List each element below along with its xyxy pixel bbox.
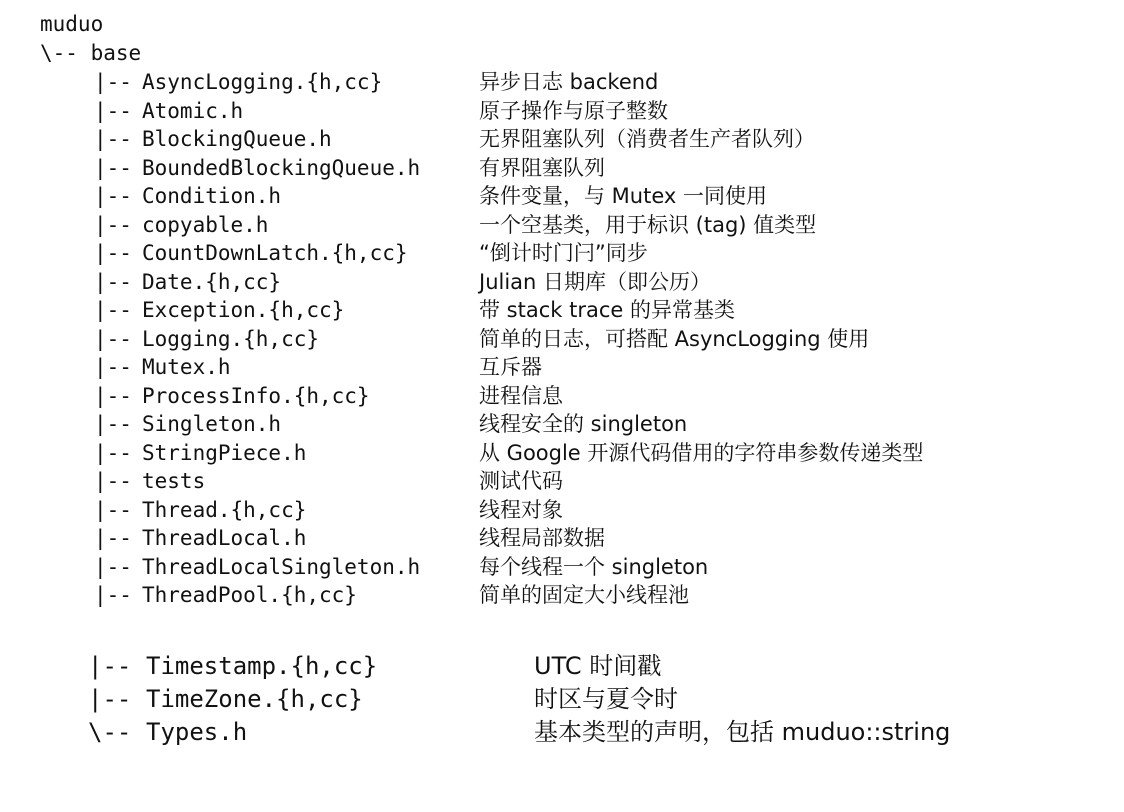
tree-branch-prefix: |--: [88, 652, 132, 680]
file-name: CountDownLatch.{h,cc}: [142, 241, 408, 265]
file-name: Date.{h,cc}: [142, 269, 282, 294]
file-description: “倒计时门闩”同步: [479, 241, 648, 265]
tree-branch-prefix: |--: [94, 355, 132, 379]
file-description: 进程信息: [479, 383, 563, 408]
tree-branch-prefix: |--: [94, 383, 132, 408]
tree-branch-prefix: |--: [94, 241, 132, 265]
tree-branch-prefix: |--: [94, 155, 132, 180]
file-name: ThreadLocalSingleton.h: [142, 554, 421, 579]
file-name: StringPiece.h: [142, 440, 307, 465]
tree-branch-prefix: |--: [88, 685, 132, 713]
tree-root-label: muduo: [40, 12, 104, 36]
tree-branch-prefix: |--: [94, 212, 132, 237]
file-name: Types.h: [146, 718, 248, 746]
file-description: UTC 时间戳: [534, 652, 662, 680]
tree-branch-prefix: |--: [94, 70, 132, 94]
tree-branch-prefix: |--: [94, 554, 132, 579]
file-name: ThreadLocal.h: [142, 526, 307, 550]
file-description: 互斥器: [479, 355, 542, 379]
file-name: Logging.{h,cc}: [142, 326, 320, 351]
file-description: 原子操作与原子整数: [479, 98, 668, 123]
file-name: Condition.h: [142, 184, 282, 208]
file-description: 基本类型的声明，包括 muduo::string: [534, 718, 951, 746]
file-name: tests: [142, 469, 206, 493]
file-name: ProcessInfo.{h,cc}: [142, 383, 370, 408]
tree-branch-prefix: |--: [94, 440, 132, 465]
file-name: BlockingQueue.h: [142, 127, 332, 151]
file-description: 测试代码: [479, 469, 563, 493]
file-description: 线程局部数据: [479, 526, 605, 550]
file-name: Singleton.h: [142, 412, 282, 436]
tree-branch-prefix: |--: [94, 497, 132, 522]
file-description: 从 Google 开源代码借用的字符串参数传递类型: [479, 440, 924, 465]
file-description: 异步日志 backend: [479, 70, 659, 94]
tree-branch-prefix: |--: [94, 583, 132, 607]
tree-branch-prefix: |--: [94, 269, 132, 294]
file-name: Timestamp.{h,cc}: [146, 652, 378, 680]
file-name: copyable.h: [142, 212, 269, 237]
tree-branch-prefix: |--: [94, 184, 132, 208]
file-description: 有界阻塞队列: [479, 155, 605, 180]
file-name: BoundedBlockingQueue.h: [142, 155, 421, 180]
tree-branch-prefix: |--: [94, 98, 132, 123]
file-description: 线程安全的 singleton: [479, 412, 688, 436]
file-description: 时区与夏令时: [534, 685, 678, 713]
tree-branch-prefix: |--: [94, 298, 132, 322]
file-name: Mutex.h: [142, 355, 231, 379]
file-description: 简单的固定大小线程池: [479, 583, 689, 607]
tree-branch-prefix: \--: [88, 718, 132, 746]
file-name: Exception.{h,cc}: [142, 298, 345, 322]
file-description: Julian 日期库（即公历）: [479, 269, 712, 294]
tree-branch-prefix: |--: [94, 469, 132, 493]
tree-base-branch: \-- base: [40, 41, 142, 65]
file-description: 一个空基类，用于标识 (tag) 值类型: [479, 212, 817, 237]
tree-branch-prefix: |--: [94, 412, 132, 436]
file-description: 简单的日志，可搭配 AsyncLogging 使用: [479, 326, 870, 351]
file-description: 每个线程一个 singleton: [479, 554, 709, 579]
file-description: 线程对象: [479, 497, 563, 522]
tree-branch-prefix: |--: [94, 127, 132, 151]
tree-branch-prefix: |--: [94, 326, 132, 351]
file-description: 无界阻塞队列（消费者生产者队列）: [479, 127, 815, 151]
file-name: Thread.{h,cc}: [142, 497, 307, 522]
file-name: ThreadPool.{h,cc}: [142, 583, 357, 607]
file-name: TimeZone.{h,cc}: [146, 685, 363, 713]
file-description: 条件变量，与 Mutex 一同使用: [479, 184, 767, 208]
file-name: Atomic.h: [142, 98, 244, 123]
file-description: 带 stack trace 的异常基类: [479, 298, 735, 322]
file-name: AsyncLogging.{h,cc}: [142, 70, 383, 94]
tree-branch-prefix: |--: [94, 526, 132, 550]
